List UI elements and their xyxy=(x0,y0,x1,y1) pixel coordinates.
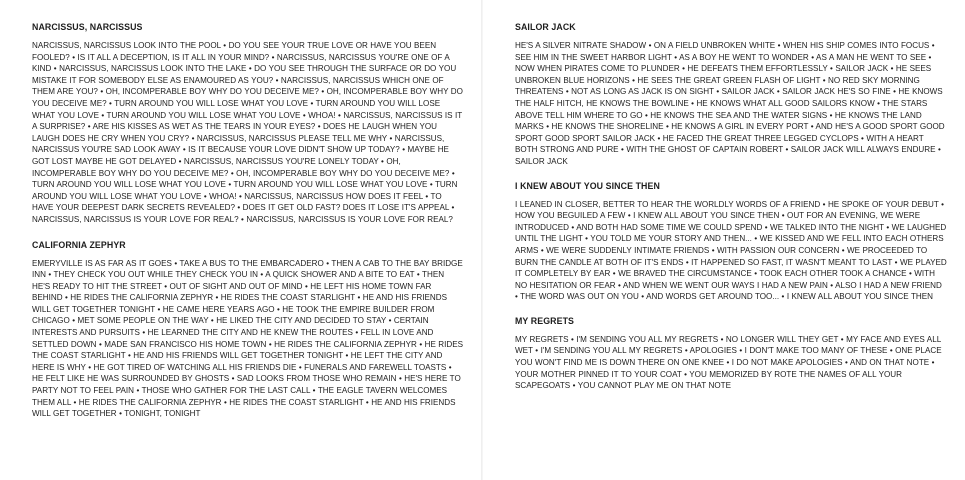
song-title: CALIFORNIA ZEPHYR xyxy=(32,239,126,250)
song-lyrics: I LEANED IN CLOSER, BETTER TO HEAR THE WORLDLY WORDS OF A FRIEND • HE SPOKE OF YOUR DEBUT • HOW YOU BEGUILED A FEW • I KNEW ALL ABOUT YOU SINCE THEN • OUT FOR AN EVENING, WE WERE INTRODUCED • AND BOTH HAD SOME TIME WE COULD SPEND • WE TALKED INTO THE NIGHT • WE LAUGHED UNTIL THE LIGHT • YOU TOLD ME YOUR STORY AND THEN... • WE KISSED AND WE FELL INTO EACH OTHERS ARMS • WE WERE SUDDENLY INTIMATE FRIENDS • WITH PASSION OUR CONCERN • WE PROCEEDED TO BURN THE CANDLE AT BOTH OF IT'S ENDS • IT HAPPENED SO FAST, IT WASN'T MEANT TO LAST • WE PLAYED IT COMPLETELY BY EAR • WE BRAVED THE CIRCUMSTANCE • TOOK EACH OTHER TOOK A CHANCE • WITH NO HESITATION OR FEAR • AND WHEN WE WENT OUR WAYS I HAD A NEW PAIN • ALSO I HAD A NEW FRIEND • THE WORD WAS OUT ON YOU • AND WORDS GET AROUND TOO... • I KNEW ALL ABOUT YOU SINCE THEN xyxy=(515,199,947,302)
song-title: SAILOR JACK xyxy=(515,22,576,32)
song-lyrics: NARCISSUS, NARCISSUS LOOK INTO THE POOL • DO YOU SEE YOUR TRUE LOVE OR HAVE YOU BEEN FOOLED? • IS IT ALL A DECEPTION, IS IT ALL IN YOUR MIND? • NARCISSUS, NARCISSUS YOU'RE ONE OF A KIND • NARCISSUS, NARCISSUS LOOK INTO THE LAKE • DO YOU SEE THROUGH THE SURFACE OR DO YOU MISTAKE IT FOR SOMEBODY ELSE AS ENAMOURED AS YOU? • NARCISSUS, NARCISSUS WHICH ONE OF THEM ARE YOU? • OH, INCOMPERABLE BOY WHY DO YOU DECEIVE ME? • OH, INCOMPERABLE BOY WHY DO YOU DECEIVE ME? • TURN AROUND YOU WILL LOSE WHAT YOU LOVE • TURN AROUND YOU WILL LOSE WHAT YOU LOVE • TURN AROUND YOU WILL LOSE WHAT YOU LOVE • WHOA! • NARCISSUS, NARCISSUS IS IT A SURPRISE? • ARE HIS KISSES AS WET AS THE TEARS IN YOUR EYES? • DOES HE LAUGH WHEN YOU LAUGH DOES HE CRY WHEN YOU CRY? • NARCISSUS, NARCISSUS PLEASE TELL ME WHY • NARCISSUS, NARCISSUS YOU'RE SAD LOOK AWAY • IS IT BECAUSE YOUR LOVE DIDN'T SHOW UP TODAY? • MAYBE HE GOT LOST MAYBE HE GOT DELAYED • NARCISSUS, NARCISSUS YOU'RE LONELY TODAY • OH, INCOMPERABLE BOY WHY DO YOU DECEIVE ME? • OH, INCOMPERABLE BOY WHY DO YOU DECEIVE ME? • TURN AROUND YOU WILL LOSE WHAT YOU LOVE • TURN AROUND YOU WILL LOSE WHAT YOU LOVE • TURN AROUND YOU WILL LOSE WHAT YOU LOVE • WHOA! • NARCISSUS, NARCISSUS HOW DOES IT FEEL • TO HAVE YOUR DEEPEST DARK SECRETS REVEALED? • DOES IT GET OLD FAST? DOES IT LOSE IT'S APPEAL • NARCISSUS, NARCISSUS IS YOUR LOVE FOR REAL? • NARCISSUS, NARCISSUS IS YOUR LOVE FOR REAL? xyxy=(32,41,463,224)
song-lyrics: EMERYVILLE IS AS FAR AS IT GOES • TAKE A BUS TO THE EMBARCADERO • THEN A CAB TO THE BAY BRIDGE INN • THEY CHECK YOU OUT WHILE THEY CHECK YOU IN • A QUICK SHOWER AND A BITE TO EAT • THEN HE'S READY TO HIT THE STREET • OUT OF SIGHT AND OUT OF MIND • HE LEFT HIS HOME TOWN FAR BEHIND • HE RIDES THE CALIFORNIA ZEPHYR • HE RIDES THE COAST STARLIGHT • HE AND HIS FRIENDS WILL GET TOGETHER TONIGHT • HE CAME HERE YEARS AGO • HE TOOK THE EMPIRE BUILDER FROM CHICAGO • MET SOME PEOPLE ON THE WAY • HE LIKED THE CITY AND DECIDED TO STAY • CERTAIN INTERESTS AND PURSUITS • HE LEARNED THE CITY AND HE KNEW THE ROUTES • FELL IN LOVE AND SETTLED DOWN • MADE SAN FRANCISCO HIS HOME TOWN • HE RIDES THE CALIFORNIA ZEPHYR • HE RIDES THE COAST STARLIGHT • HE AND HIS FRIENDS WILL GET TOGETHER TONIGHT • HE LEFT THE CITY AND HERE IS WHY • HE GOT TIRED OF WATCHING ALL HIS FRIENDS DIE • FUNERALS AND FAREWELL TOASTS • HE FELT LIKE HE WAS SURROUNDED BY GHOSTS • SAD LOOKS FROM THOSE WHO REMAIN • HE'S HERE TO PARTY NOT TO FEEL PAIN • THOSE WHO GATHER FOR THE LAST CALL • THE EAGLE TAVERN WELCOMES THEM ALL • HE RIDES THE CALIFORNIA ZEPHYR • HE RIDES THE COAST STARLIGHT • HE AND HIS FRIENDS WILL GET TOGETHER • TONIGHT, TONIGHT xyxy=(32,258,464,419)
song-lyrics: MY REGRETS • I'M SENDING YOU ALL MY REGRETS • NO LONGER WILL THEY GET • MY FACE AND EYES ALL WET • I'M SENDING YOU ALL MY REGRETS • APOLOGIES • I DON'T MAKE TOO MANY OF THESE • ONE PLACE YOU WON'T FIND ME IS DOWN THERE ON ONE KNEE • I DO NOT MAKE APOLOGIES • AND ON THAT NOTE • YOUR MOTHER PINNED IT TO YOUR COAT • YOU MEMORIZED BY ROTE THE NAMES OF ALL YOUR SCAPEGOATS • YOU CANNOT PLAY ME ON THAT NOTE xyxy=(515,334,942,391)
left-page xyxy=(0,0,482,480)
song-title: I KNEW ABOUT YOU SINCE THEN xyxy=(515,180,660,191)
song-title: MY REGRETS xyxy=(515,315,575,326)
right-page xyxy=(483,0,965,480)
song-title: NARCISSUS, NARCISSUS xyxy=(32,22,143,32)
song-lyrics: HE'S A SILVER NITRATE SHADOW • ON A FIELD UNBROKEN WHITE • WHEN HIS SHIP COMES INTO FOCUS • SEE HIM IN THE SWEET HARBOR LIGHT • AS A BOY HE WENT TO WONDER • AS A MAN HE WENT TO SEE • NOW WHEN PIRATES COME TO PLUNDER • HE DEFEATS THEM EFFORTLESSLY • SAILOR JACK • HE SEES UNBROKEN BLUE HORIZONS • HE SEES THE GREAT GREEN FLASH OF LIGHT • NO RED SKY MORNING THREATENS • NOT AS LONG AS JACK IS ON SIGHT • SAILOR JACK • SAILOR JACK HE'S SO FINE • HE KNOWS THE HALF HITCH, HE KNOWS THE BOWLINE • HE KNOWS WHAT ALL GOOD SAILORS KNOW • THE STARS ABOVE TELL HIM WHERE TO GO • HE KNOWS THE SEA AND THE WATER SIGNS • HE KNOWS THE LAND MARKS • HE KNOWS THE SHORELINE • HE KNOWS A GIRL IN EVERY PORT • AND HE'S A GOOD SPORT GOOD SPORT GOOD SPORT SAILOR JACK • HE FACED THE GREAT THREE LEGGED CYCLOPS • WITH A HEART BOTH STRONG AND PURE • WITH THE GHOST OF CAPTAIN ROBERT • SAILOR JACK WILL ALWAYS ENDURE • SAILOR JACK xyxy=(515,41,945,166)
